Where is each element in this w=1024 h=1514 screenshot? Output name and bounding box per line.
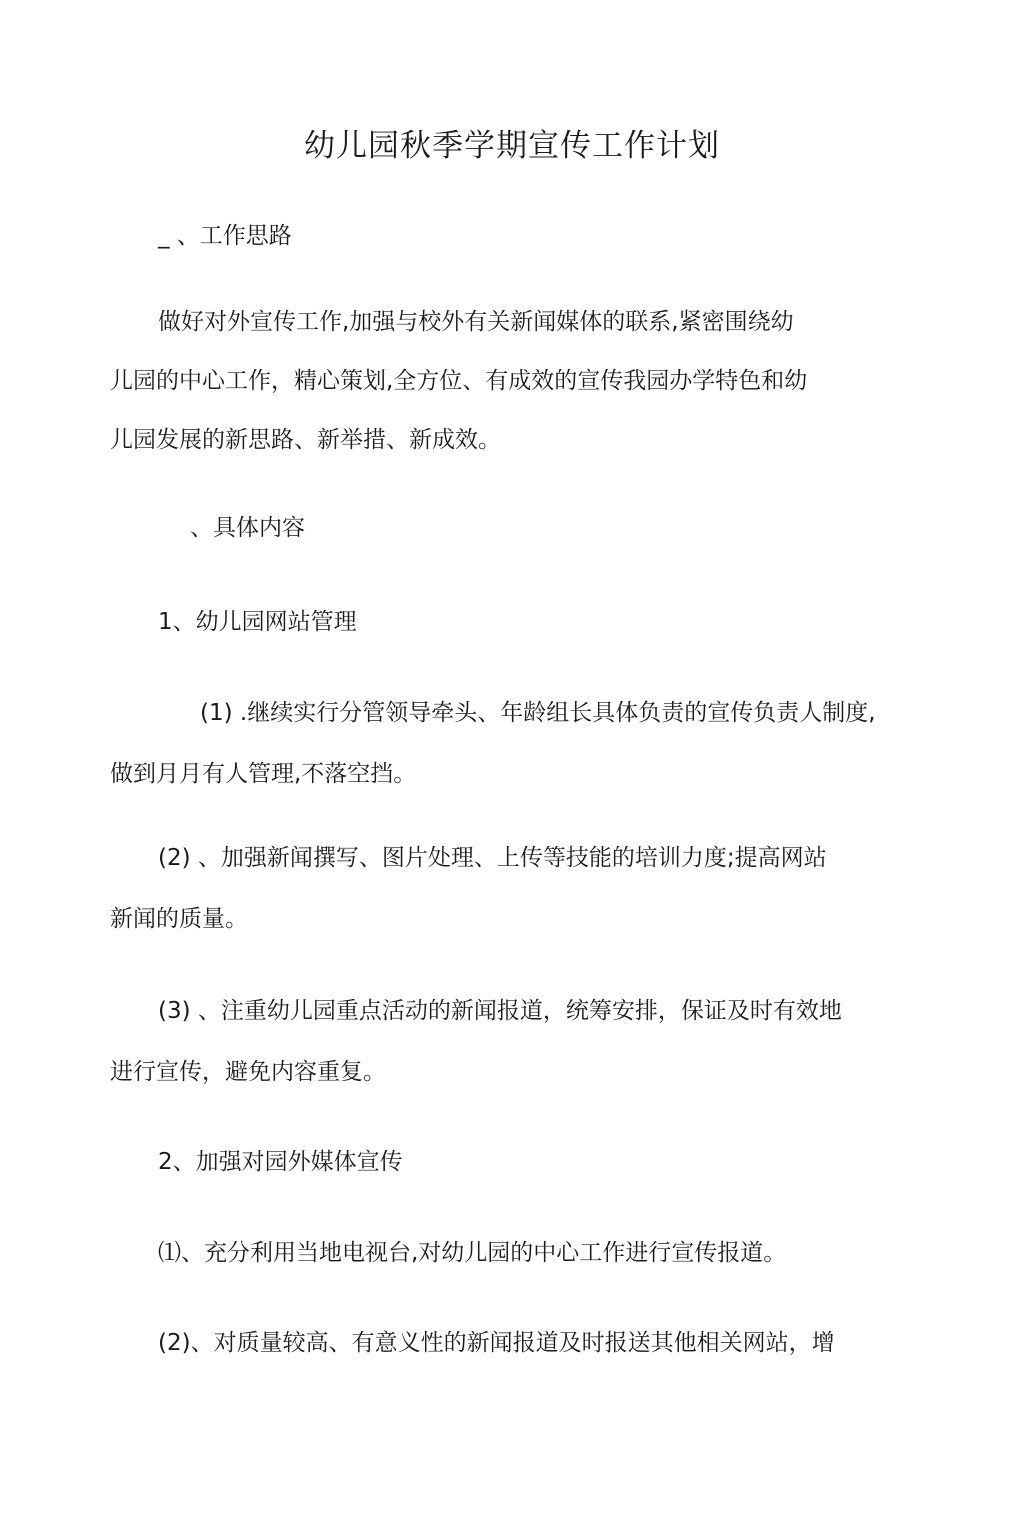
document-title: 幼儿园秋季学期宣传工作计划 (304, 128, 720, 164)
item-1-1-line: 做到月月有人管理,不落空挡。 (110, 761, 417, 787)
item-heading-external-media: 2、加强对园外媒体宣传 (158, 1149, 403, 1175)
section-heading-work-ideas: _ 、工作思路 (158, 223, 292, 249)
section-heading-specific-content: 、具体内容 (190, 515, 305, 541)
item-1-2-line: (2) 、加强新闻撰写、图片处理、上传等技能的培训力度;提高网站 (158, 845, 827, 871)
paragraph-line: 儿园的中心工作，精心策划,全方位、有成效的宣传我园办学特色和幼 (110, 368, 808, 394)
item-2-1-line: ⑴、充分利用当地电视台,对幼儿园的中心工作进行宣传报道。 (158, 1240, 787, 1266)
item-1-2-line: 新闻的质量。 (110, 906, 248, 932)
item-2-2-line: (2)、对质量较高、有意义性的新闻报道及时报送其他相关网站，增 (158, 1330, 835, 1356)
item-1-1-line: (1) .继续实行分管领导牵头、年龄组长具体负责的宣传负责人制度, (200, 700, 876, 726)
item-1-3-line: (3) 、注重幼儿园重点活动的新闻报道，统筹安排，保证及时有效地 (158, 998, 842, 1024)
paragraph-line: 做好对外宣传工作,加强与校外有关新闻媒体的联系,紧密围绕幼 (158, 309, 794, 335)
item-heading-website-management: 1、幼儿园网站管理 (158, 609, 357, 635)
paragraph-line: 儿园发展的新思路、新举措、新成效。 (110, 427, 501, 453)
item-1-3-line: 进行宣传，避免内容重复。 (110, 1059, 386, 1085)
